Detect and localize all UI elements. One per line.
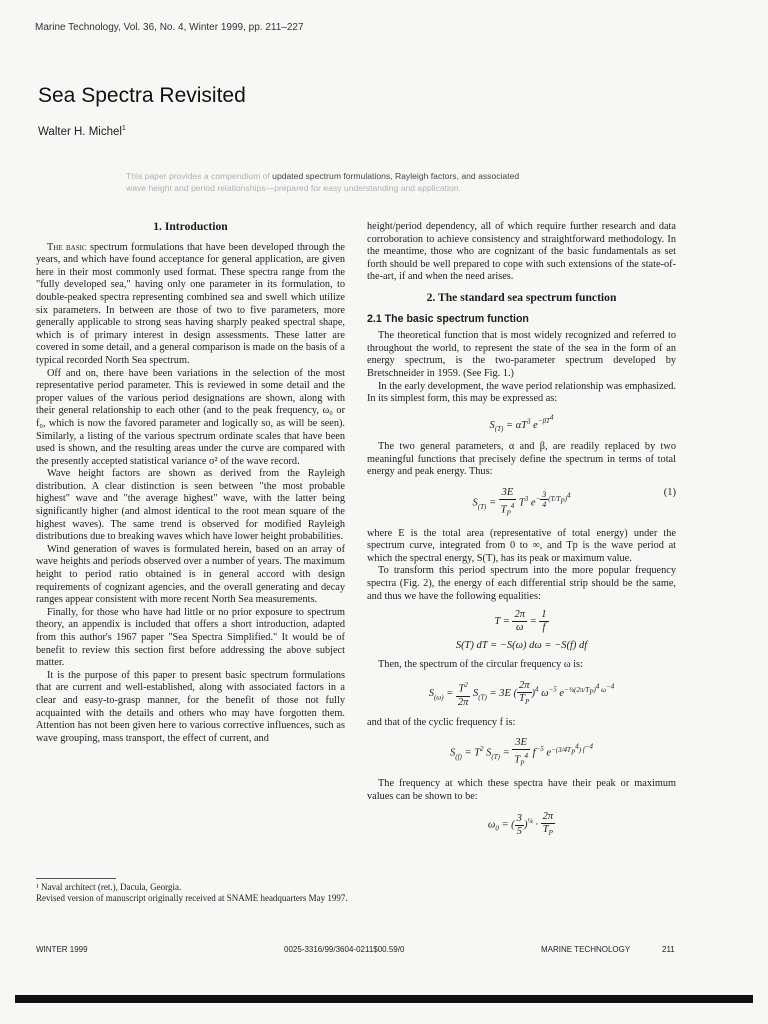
author-name: Walter H. Michel xyxy=(38,125,122,138)
intro-paragraph-5: Finally, for those who have had little or no prior exposure to spectrum theory, an appendix is included that offers a short introduction, adapted from this author's 1967 paper "Sea Spectra Simplified." It would be of benefit to review this section first before addressing the above subject matter. xyxy=(36,606,345,669)
sec2-paragraph-8: The frequency at which these spectra have their peak or maximum values can be shown to be: xyxy=(367,778,676,802)
sec2-paragraph-7: and that of the cyclic frequency f is: xyxy=(367,716,516,728)
intro-paragraph-6: It is the purpose of this paper to present basic spectrum formulations that are current and well-established, along with associated factors in a clear and easy-to-grasp manner, for the benefit of those not fully acquainted with the details and others who may have forgotten them. Attention has not been given here to various corrective influences, such as wave grouping, mass transport, the effect of current, and xyxy=(36,669,345,744)
footnote-rule xyxy=(36,878,116,879)
sec2-paragraph-3: The two general parameters, α and β, are readily replaced by two meaningful functions that precisely define the spectrum in terms of total energy and peak energy. Thus: xyxy=(367,441,676,478)
abstract xyxy=(126,171,626,194)
subsection-2-1-heading: 2.1 The basic spectrum function xyxy=(367,312,529,325)
equation-energy-equality: S(T) dT = −S(ω) dω = −S(f) df xyxy=(455,640,588,652)
author-line xyxy=(38,125,126,138)
abstract-text-2: wave height and period relationships—prepared for easy understanding and application. xyxy=(126,182,461,193)
sec2-paragraph-6: Then, the spectrum of the circular frequency ω is: xyxy=(378,658,583,670)
equation-circular-frequency: $S_{(\omega)}$ = $\frac{T^2}{2\pi}$ $S_{(T)} = 3E$ ( $\frac{2\pi}{T_P}$ )$^4$ $\omega^{-5}$ $e^{-\frac{3}{4}(2\pi/T_P)^4 \omega^{-4}}$ xyxy=(428,680,615,708)
intro-paragraph-2: Off and on, there have been variations in the selection of the most representative period parameter. This is reviewed in some detail and the proper values of the various period designations are shown, along with their general relationship to each other (and to the peak frequency, ω₀ or f₀, which is now the favored parameter and logically so, as will be seen). Similarly, a listing of the various spectrum ordinate scales that have been used is shown, and the resulting areas under the curve are compared with the presently accepted statistical variance σ² of the wave record. xyxy=(36,367,345,467)
equation-1-number: (1) xyxy=(663,487,676,499)
footnote xyxy=(36,882,348,904)
equation-1: $S_{(T)}$ = $\frac{3E}{T_P^4}$ $T^3$ $e^{- \frac{3}{4} (T/T_P)^4}$ (1) xyxy=(472,487,676,518)
footer-season: WINTER 1999 xyxy=(36,945,88,954)
abstract-text-1: updated spectrum formulations, Rayleigh factors, and associated xyxy=(269,171,520,181)
right-column xyxy=(367,221,676,847)
author-footnote-mark: 1 xyxy=(121,125,126,132)
paper-title: Sea Spectra Revisited xyxy=(38,84,246,107)
equation-peak-frequency: $\omega_0$ = ( $\frac{3}{5}$ )$^{\frac{1}{4}}$ · $\frac{2\pi}{T_P}$ xyxy=(487,811,554,838)
intro-p1-text: spectrum formulations that have been developed through the years, and which have found acceptance for general application, are given here in their most commonly used format. These spectra range from the "fully developed sea," having only one parameter in its formulation, to double-peaked spectra representing combined sea and swell which utilize six parameters. In between are those of two to five parameters, more generally applicable to strong seas having sharply peaked spectral shape, which is of primary interest in design assessments. These latter are covered in some detail, and a general comparison is made on the basis of a typical recorded North Sea spectrum. xyxy=(36,241,346,366)
section-1-heading: 1. Introduction xyxy=(153,220,228,233)
intro-paragraph-3: Wave height factors are shown as derived from the Rayleigh distribution. A clear distinction is seen between "the most probable highest" wave and "the average highest" wave, with the latter being significantly higher (and almost identical to the root mean square of the highest waves). The same trend is observed for modified Rayleigh distributions due to breaking waves which have lower height probabilities. xyxy=(36,468,345,543)
intro-lead-smallcaps: The basic xyxy=(47,241,87,253)
footer-page-number: 211 xyxy=(662,945,675,954)
sec2-paragraph-5: To transform this period spectrum into the more popular frequency spectra (Fig. 2), the energy of each differential strip should be the same, and thus we have the following equalities: xyxy=(367,565,676,602)
left-column xyxy=(36,221,345,745)
section-2-heading: 2. The standard sea spectrum function xyxy=(426,290,617,304)
footnote-affiliation: ¹ Naval architect (ret.), Dacula, Georgia. xyxy=(36,882,182,892)
right-continuation: height/period dependency, all of which require further research and data corroboration to achieve consistency and straightforward methodology. In the meantime, those who are cognizant of the basic fundamentals as set forth should be well prepared to cope with such extensions of the state-of-the-art, if and when the need arises. xyxy=(367,221,676,283)
sec2-paragraph-2: In the early development, the wave period relationship was emphasized. In its simplest form, this may be expressed as: xyxy=(367,380,676,405)
footer-journal: MARINE TECHNOLOGY xyxy=(541,945,631,954)
intro-paragraph-4: Wind generation of waves is formulated herein, based on an array of wave heights and periods observed over a number of years. The maximum height to period ratio obtained is in general accord with design requirements of cognizant agencies, and the overall generating and decay ranges appear consistent with more recent North Sea measurements. xyxy=(36,543,345,606)
journal-citation: Marine Technology, Vol. 36, No. 4, Winter 1999, pp. 211–227 xyxy=(35,22,304,33)
equation-period-simple: $S_{(T)} = \alpha T^3$ $e^{-\beta T^4}$ xyxy=(489,413,554,433)
sec2-paragraph-1: The theoretical function that is most widely recognized and referred to throughout the world, to represent the state of the sea in the form of an energy spectrum, is the two-parameter spectrum developed by Bretschneider in 1959. (See Fig. 1.) xyxy=(367,330,676,379)
footer-issn: 0025-3316/99/3604-0211$00.59/0 xyxy=(284,945,405,954)
footnote-revision: Revised version of manuscript originally received at SNAME headquarters May 1997. xyxy=(36,893,348,903)
equation-cyclic-frequency: $S_{(f)} = T^2$ $S_{(T)}$ = $\frac{3E}{T_P^4}$ $f^{-5}$ $e^{-(3/4T_P^4) f^{-4}}$ xyxy=(450,737,593,769)
equation-period-frequency: T = $\frac{2\pi}{\omega}$ = $\frac{1}{f}$ xyxy=(494,609,547,634)
bottom-edge-bar xyxy=(15,995,753,1003)
sec2-paragraph-4: where E is the total area (representative of total energy) under the spectrum curve, integrated from 0 to ∞, and Tp is the wave period at which the spectral energy, S(T), has its peak or maximum value. xyxy=(367,527,676,564)
eq1-fraction: $\frac{3E}{T_P^4}$ xyxy=(500,487,515,518)
intro-paragraph-1 xyxy=(36,242,345,368)
abstract-faded-text: This paper provides a compendium of xyxy=(126,171,270,181)
